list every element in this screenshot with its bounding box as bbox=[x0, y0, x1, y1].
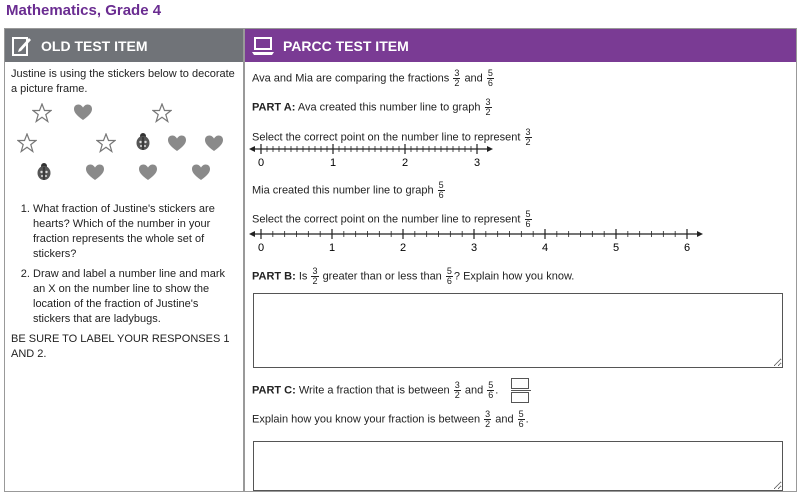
number-line-sixths[interactable] bbox=[249, 226, 709, 256]
tick-label: 0 bbox=[257, 242, 265, 254]
part-c-explain: Explain how you know your fraction is between $\frac{3}{2}$ and $\frac{5}{6}$ . bbox=[252, 409, 529, 429]
tick-label: 6 bbox=[683, 242, 691, 254]
mia-line-text: Mia created this number line to graph $\frac{5}{6}$ bbox=[252, 180, 444, 200]
tick-label: 5 bbox=[612, 242, 620, 254]
part-b-answer-box[interactable] bbox=[253, 293, 783, 368]
tick-label: 2 bbox=[401, 157, 409, 169]
old-test-item-panel bbox=[4, 28, 244, 492]
tick-label: 0 bbox=[257, 157, 265, 169]
old-test-item-title: OLD TEST ITEM bbox=[41, 37, 148, 54]
star-icon bbox=[96, 133, 116, 153]
laptop-icon bbox=[251, 36, 275, 56]
heart-icon bbox=[73, 103, 93, 123]
tick-label: 4 bbox=[541, 242, 549, 254]
parcc-intro: Ava and Mia are comparing the fractions $\frac{3}{2}$ and $\frac{5}{6}$ bbox=[252, 68, 493, 88]
ladybug-icon bbox=[133, 131, 153, 151]
tick-label: 2 bbox=[399, 242, 407, 254]
star-icon bbox=[17, 133, 37, 153]
mia-select: Select the correct point on the number line to represent $\frac{5}{6}$ bbox=[252, 209, 531, 229]
heart-icon bbox=[85, 163, 105, 183]
old-questions bbox=[11, 202, 237, 327]
tick-label: 1 bbox=[328, 242, 336, 254]
heart-icon bbox=[191, 163, 211, 183]
old-test-item-header bbox=[5, 29, 243, 62]
tick-label: 3 bbox=[470, 242, 478, 254]
part-a-select: Select the correct point on the number line to represent $\frac{3}{2}$ bbox=[252, 127, 531, 147]
part-a: PART A: Ava created this number line to graph $\frac{3}{2}$ bbox=[252, 97, 491, 117]
tick-label: 1 bbox=[329, 157, 337, 169]
old-question-1: 1. What fraction of Justine's stickers are hearts? Which of the number in your fraction represents the whole set of stickers? bbox=[33, 202, 237, 262]
parcc-test-item-header bbox=[245, 29, 796, 62]
heart-icon bbox=[204, 134, 224, 154]
part-c-answer-box[interactable] bbox=[253, 441, 783, 491]
denominator-input[interactable] bbox=[511, 392, 529, 403]
number-line-thirds[interactable] bbox=[249, 141, 499, 171]
numerator-input[interactable] bbox=[511, 378, 529, 389]
fraction-entry-box[interactable] bbox=[511, 378, 531, 403]
old-question-2: 2. Draw and label a number line and mark an X on the number line to show the location of the fraction of Justine's stickers that are ladybugs. bbox=[33, 267, 237, 327]
parcc-test-item-panel bbox=[244, 28, 797, 492]
heart-icon bbox=[138, 163, 158, 183]
heart-icon bbox=[167, 134, 187, 154]
edit-document-icon bbox=[11, 35, 33, 57]
part-b: PART B: Is $\frac{3}{2}$ greater than or less than $\frac{5}{6}$ ? Explain how you know. bbox=[252, 266, 575, 286]
old-note: BE SURE TO LABEL YOUR RESPONSES 1 AND 2. bbox=[11, 333, 230, 360]
ladybug-icon bbox=[34, 161, 54, 181]
parcc-test-item-title: PARCC TEST ITEM bbox=[283, 37, 409, 54]
star-icon bbox=[32, 103, 52, 123]
tick-label: 3 bbox=[473, 157, 481, 169]
part-c: PART C: Write a fraction that is between $\frac{3}{2}$ and $\frac{5}{6}$ . bbox=[252, 378, 531, 403]
page-title: Mathematics, Grade 4 bbox=[6, 2, 162, 19]
sticker-set bbox=[5, 101, 243, 196]
old-intro: Justine is using the stickers below to decorate a picture frame. bbox=[11, 68, 235, 95]
star-icon bbox=[152, 103, 172, 123]
